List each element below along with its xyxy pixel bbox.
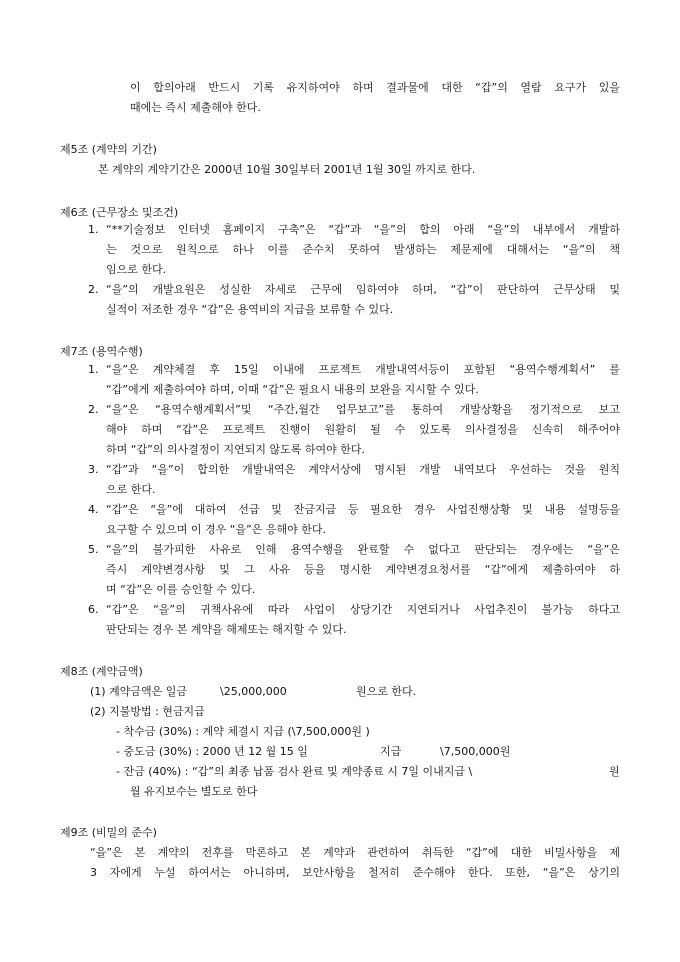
contract-amount-value: \25,000,000 — [220, 685, 287, 698]
contract-amount-tail: 원으로 한다. — [356, 685, 417, 698]
article-6-item-2-number: 2. — [88, 283, 99, 296]
article-6-item-1-number: 1. — [88, 223, 99, 236]
article-7-item-5-line-2: 즉시 계약변경사항 및 그 사유 등을 명시한 계약변경요청서를 “갑”에게 제출하여야 하 — [106, 563, 620, 576]
payment-balance-line-1: - 잔금 (40%) : “갑”의 최종 납품 검사 완료 및 계약종료 시 7일 이내지급 \ — [116, 765, 473, 778]
article-7-item-2-line-1: “을”은 “용역수행계획서”및 “주간,월간 업무보고”를 통하여 개발상황을 정기적으로 보고 — [106, 403, 620, 416]
article-8-heading: 제8조 (계약금액) — [60, 665, 143, 678]
article-6-item-2-line-2: 실적이 저조한 경우 “갑”은 용역비의 지급을 보류할 수 있다. — [106, 303, 394, 316]
article-6-item-1-line-2: 는 것으로 원칙으로 하나 이를 준수치 못하여 발생하는 제문제에 대해서는 “을”의 책 — [106, 243, 620, 256]
article-7-item-4-line-1: “갑”은 “을”에 대하여 선급 및 잔금지급 등 필요한 경우 사업진행상황 및 내용 설명등을 — [106, 503, 620, 516]
article-9-line-2: 3 자에게 누설 하여서는 아니하며, 보안사항을 철저히 준수해야 한다. 또한, “을”은 상기의 — [90, 866, 620, 879]
payment-interim-date: - 중도금 (30%) : 2000 년 12 월 15 일 — [116, 745, 308, 758]
article-7-item-2-line-2: 해야 하며 “갑”은 프로젝트 진행이 원활히 될 수 있도록 의사결정을 신속히 해주어야 — [106, 423, 620, 436]
article-7-item-2-line-3: 하며 “갑”의 의사결정이 지연되지 않도록 하여야 한다. — [106, 443, 366, 456]
article-7-item-5-line-1: “을”의 불가피한 사유로 인해 용역수행을 완료할 수 없다고 판단되는 경우에는 “을”은 — [106, 543, 620, 556]
article-7-item-3-line-2: 으로 한다. — [106, 483, 156, 496]
article-5-heading: 제5조 (계약의 기간) — [60, 143, 157, 156]
article-6-item-1-line-1: “**기술정보 인터넷 홈페이지 구축”은 “갑”과 “을”의 합의 아래 “을”의 내부에서 개발하 — [106, 223, 620, 236]
article-7-heading: 제7조 (용역수행) — [60, 345, 143, 358]
article-9-line-1: “을”은 본 계약의 전후를 막론하고 본 계약과 관련하여 취득한 “갑”에 대한 비밀사항을 제 — [90, 846, 620, 859]
article-7-item-6-line-2: 판단되는 경우 본 계약을 해제또는 해지할 수 있다. — [106, 623, 347, 636]
article-6-item-1-line-3: 임으로 한다. — [106, 263, 167, 276]
article-7-item-1-line-1: “을”은 계약체결 후 15일 이내에 프로젝트 개발내역서등이 포함된 “용역수행계획서” 를 — [106, 363, 620, 376]
article-7-item-5-line-3: 며 “갑”은 이를 승인할 수 있다. — [106, 583, 256, 596]
article-9-heading: 제9조 (비밀의 준수) — [60, 826, 157, 839]
article-7-item-3-number: 3. — [88, 463, 99, 476]
contract-amount-label: (1) 계약금액은 일금 — [90, 685, 187, 698]
payment-interim-label: 지급 — [380, 745, 402, 758]
payment-down: - 착수금 (30%) : 계약 체결시 지급 (\7,500,000원 ) — [116, 725, 370, 738]
payment-balance-line-2: 월 유지보수는 별도로 한다 — [130, 785, 258, 798]
article-6-item-2-line-1: “을”의 개발요원은 성실한 자세로 근무에 임하여야 하며, “갑”이 판단하여 근무상태 및 — [106, 283, 620, 296]
payment-balance-won: 원 — [609, 765, 620, 778]
intro-line-2: 때에는 즉시 제출해야 한다. — [130, 101, 261, 114]
article-7-item-5-number: 5. — [88, 543, 99, 556]
article-7-item-3-line-1: “갑”과 “을”이 합의한 개발내역은 계약서상에 명시된 개발 내역보다 우선하는 것을 원칙 — [106, 463, 620, 476]
article-7-item-6-number: 6. — [88, 603, 99, 616]
article-5-body: 본 계약의 계약기간은 2000년 10월 30일부터 2001년 1월 30일 까지로 한다. — [98, 163, 476, 176]
article-7-item-4-number: 4. — [88, 503, 99, 516]
article-7-item-4-line-2: 요구할 수 있으며 이 경우 “을”은 응해야 한다. — [106, 523, 327, 536]
payment-method: (2) 지불방법 : 현금지급 — [90, 705, 205, 718]
article-7-item-1-line-2: “갑”에게 제출하여야 하며, 이때 “갑”은 필요시 내용의 보완을 지시할 수 있다. — [106, 383, 479, 396]
article-7-item-1-number: 1. — [88, 363, 99, 376]
article-7-item-2-number: 2. — [88, 403, 99, 416]
payment-interim-amount: \7,500,000원 — [440, 745, 511, 758]
article-7-item-6-line-1: “갑”은 “을”의 귀책사유에 따라 사업이 상당기간 지연되거나 사업추진이 불가능 하다고 — [106, 603, 620, 616]
article-6-heading: 제6조 (근무장소 및조건) — [60, 206, 179, 219]
intro-line-1: 이 합의아래 반드시 기록 유지하여야 하며 결과물에 대한 “갑”의 열람 요구가 있을 — [130, 81, 620, 94]
